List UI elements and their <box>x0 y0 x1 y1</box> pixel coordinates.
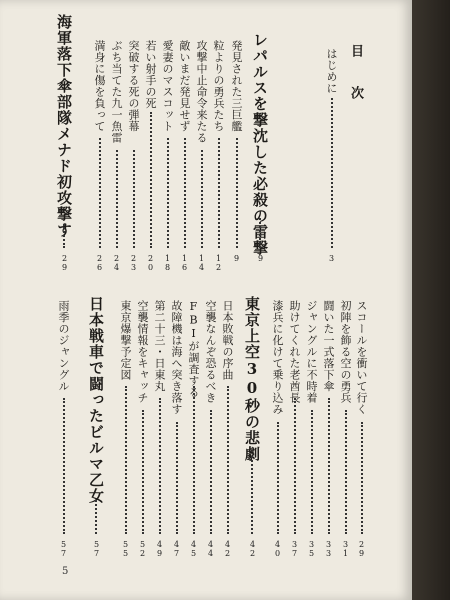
toc-page-number: 35 <box>307 540 316 558</box>
toc-entry: 若い射手の死 <box>144 40 157 109</box>
toc-page-number: 33 <box>324 540 333 558</box>
toc-entry: 第二十三・日東丸 <box>153 300 166 392</box>
toc-page-number: 55 <box>121 540 130 558</box>
toc-entry: FBIが調査する <box>187 300 200 398</box>
toc-leader <box>361 422 363 534</box>
toc-leader <box>125 386 127 534</box>
book-edge <box>412 0 450 600</box>
toc-entry: はじめに <box>325 48 338 94</box>
toc-page-number: 24 <box>112 254 121 272</box>
toc-leader <box>201 150 203 248</box>
toc-page-number: 26 <box>95 254 104 272</box>
toc-leader <box>328 398 330 534</box>
toc-leader <box>345 410 347 534</box>
toc-leader <box>210 410 212 534</box>
toc-page-number: 37 <box>290 540 299 558</box>
toc-leader <box>294 398 296 534</box>
toc-page-number: 12 <box>214 254 223 272</box>
toc-entry: 突破する死の弾幕 <box>127 40 140 132</box>
toc-page-number: 49 <box>155 540 164 558</box>
toc-leader <box>311 410 313 534</box>
toc-entry: 初陣を飾る空の勇兵 <box>339 300 352 404</box>
toc-page-number: 52 <box>138 540 147 558</box>
toc-leader <box>236 138 238 248</box>
toc-page-number: 29 <box>60 254 69 272</box>
toc-leader <box>95 500 97 534</box>
toc-leader <box>218 138 220 248</box>
toc-entry: 粒よりの勇兵たち <box>212 40 225 132</box>
toc-leader <box>259 218 261 248</box>
toc-leader <box>133 150 135 248</box>
toc-leader <box>142 410 144 534</box>
toc-leader <box>150 112 152 248</box>
toc-page-number: 20 <box>146 254 155 272</box>
toc-entry: ジャングルに不時着 <box>305 300 318 404</box>
toc-entry: 満身に傷を負って <box>93 40 106 132</box>
toc-page-number: 31 <box>341 540 350 558</box>
toc-page-number: 40 <box>273 540 282 558</box>
toc-entry: 空襲なんぞ恐るべき <box>204 300 217 404</box>
section-title: 海軍落下傘部隊メナド初攻撃す <box>55 14 73 238</box>
toc-page-number: 16 <box>180 254 189 272</box>
toc-leader <box>159 398 161 534</box>
toc-entry: 漆兵に化けて乗り込み <box>271 300 284 415</box>
toc-entry: 敵いまだ発見せず <box>178 40 191 132</box>
toc-entry: 発見された三巨艦 <box>230 40 243 132</box>
toc-leader <box>227 386 229 534</box>
toc-leader <box>193 386 195 534</box>
toc-page-number: 23 <box>129 254 138 272</box>
toc-page-number: 47 <box>172 540 181 558</box>
toc-leader <box>167 138 169 248</box>
toc-entry: 愛妻のマスコット <box>161 40 174 132</box>
toc-page-number: 57 <box>59 540 68 558</box>
toc-page-number: 42 <box>223 540 232 558</box>
toc-page-number: 44 <box>206 540 215 558</box>
toc-entry: 空襲情報をキャッチ <box>136 300 149 404</box>
toc-entry: 故障機は海へ突き落す <box>170 300 183 415</box>
toc-page-number: 57 <box>92 540 101 558</box>
toc-entry: 攻撃中止命令来たる <box>195 40 208 144</box>
toc-page-number: 9 <box>232 254 241 263</box>
toc-page-number: 18 <box>163 254 172 272</box>
toc-leader <box>99 138 101 248</box>
toc-leader <box>176 422 178 534</box>
toc-page-number: 45 <box>189 540 198 558</box>
toc-leader <box>184 138 186 248</box>
section-title: レパルスを撃沈した必殺の雷撃 <box>251 32 269 256</box>
toc-entry: 東京爆撃予定図 <box>119 300 132 381</box>
toc-page-number: 9 <box>256 254 265 263</box>
toc-heading: 目 次 <box>348 44 363 107</box>
toc-page-number: 3 <box>327 254 336 263</box>
page-number-footer: 5 <box>62 566 69 577</box>
toc-leader <box>116 150 118 248</box>
toc-page-number: 14 <box>197 254 206 272</box>
toc-leader <box>331 98 333 248</box>
toc-page-number: 42 <box>248 540 257 558</box>
toc-entry: ぶち当てた九一魚雷 <box>110 40 123 144</box>
toc-page-number: 29 <box>357 540 366 558</box>
toc-entry: 雨季のジャングル <box>57 300 70 392</box>
toc-entry: 日本敗戦の序曲 <box>221 300 234 381</box>
toc-entry: スコールを衝いて行く <box>355 300 368 415</box>
toc-leader <box>63 224 65 248</box>
section-title: 日本戦車で闘ったビルマ乙女 <box>87 296 105 504</box>
toc-leader <box>63 398 65 534</box>
toc-entry: 助けてくれた老酋長 <box>288 300 301 404</box>
toc-leader <box>277 422 279 534</box>
toc-leader <box>251 456 253 534</box>
section-title: 東京上空30秒の悲劇 <box>243 296 261 462</box>
toc-entry: 闘いた一式落下傘 <box>322 300 335 392</box>
